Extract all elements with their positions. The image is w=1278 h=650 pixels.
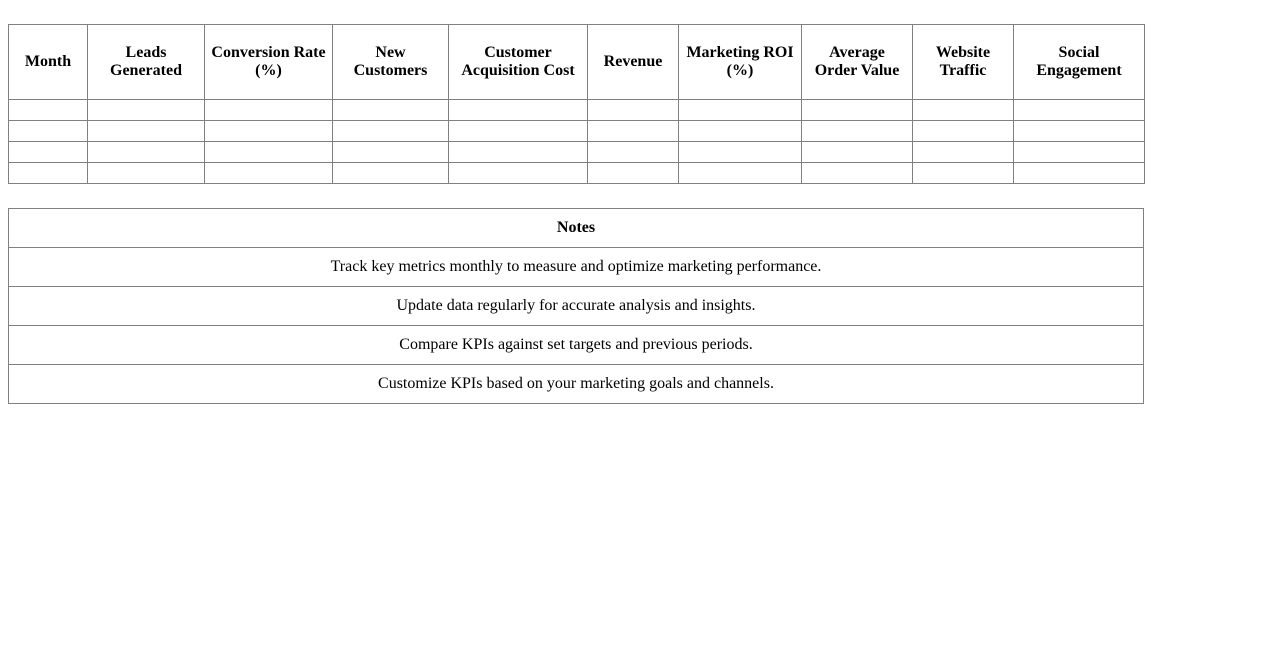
header-row — [9, 25, 1145, 100]
table-cell[interactable] — [9, 121, 88, 142]
table-cell[interactable] — [449, 100, 588, 121]
table-cell[interactable] — [913, 142, 1014, 163]
table-cell[interactable] — [205, 163, 333, 184]
table-cell[interactable] — [1014, 142, 1145, 163]
table-cell[interactable] — [333, 100, 449, 121]
table-cell[interactable] — [802, 121, 913, 142]
table-row — [9, 163, 1145, 184]
table-cell[interactable] — [913, 163, 1014, 184]
table-row — [9, 100, 1145, 121]
table-cell[interactable] — [588, 163, 679, 184]
table-cell[interactable] — [913, 121, 1014, 142]
column-header: Month — [9, 25, 88, 100]
table-cell[interactable] — [333, 142, 449, 163]
table-cell[interactable] — [802, 100, 913, 121]
table-cell[interactable] — [1014, 121, 1145, 142]
table-cell[interactable] — [802, 142, 913, 163]
table-cell[interactable] — [913, 100, 1014, 121]
notes-table — [8, 208, 1144, 404]
table-cell[interactable] — [588, 121, 679, 142]
note-text: Update data regularly for accurate analysis and insights. — [9, 287, 1144, 326]
column-header: Website Traffic — [913, 25, 1014, 100]
table-cell[interactable] — [88, 163, 205, 184]
note-row — [9, 326, 1144, 365]
note-text: Customize KPIs based on your marketing goals and channels. — [9, 365, 1144, 404]
note-text: Compare KPIs against set targets and previous periods. — [9, 326, 1144, 365]
column-header: Revenue — [588, 25, 679, 100]
table-cell[interactable] — [588, 100, 679, 121]
column-header: Customer Acquisition Cost — [449, 25, 588, 100]
note-row — [9, 248, 1144, 287]
table-cell[interactable] — [1014, 163, 1145, 184]
table-cell[interactable] — [679, 163, 802, 184]
table-cell[interactable] — [449, 121, 588, 142]
table-cell[interactable] — [333, 121, 449, 142]
notes-header: Notes — [9, 209, 1144, 248]
table-cell[interactable] — [449, 163, 588, 184]
table-cell[interactable] — [9, 142, 88, 163]
note-row — [9, 365, 1144, 404]
column-header: New Customers — [333, 25, 449, 100]
column-header: Leads Generated — [88, 25, 205, 100]
table-cell[interactable] — [449, 142, 588, 163]
table-cell[interactable] — [588, 142, 679, 163]
note-row — [9, 287, 1144, 326]
table-cell[interactable] — [88, 100, 205, 121]
notes-header-row — [9, 209, 1144, 248]
table-cell[interactable] — [679, 142, 802, 163]
table-cell[interactable] — [205, 121, 333, 142]
table-cell[interactable] — [88, 142, 205, 163]
table-cell[interactable] — [333, 163, 449, 184]
table-cell[interactable] — [9, 100, 88, 121]
table-cell[interactable] — [9, 163, 88, 184]
column-header: Conversion Rate (%) — [205, 25, 333, 100]
table-row — [9, 121, 1145, 142]
table-cell[interactable] — [802, 163, 913, 184]
column-header: Average Order Value — [802, 25, 913, 100]
table-cell[interactable] — [205, 142, 333, 163]
table-cell[interactable] — [1014, 100, 1145, 121]
note-text: Track key metrics monthly to measure and optimize marketing performance. — [9, 248, 1144, 287]
table-cell[interactable] — [679, 121, 802, 142]
table-cell[interactable] — [679, 100, 802, 121]
column-header: Social Engagement — [1014, 25, 1145, 100]
table-row — [9, 142, 1145, 163]
table-cell[interactable] — [88, 121, 205, 142]
kpi-table — [8, 24, 1145, 184]
column-header: Marketing ROI (%) — [679, 25, 802, 100]
table-cell[interactable] — [205, 100, 333, 121]
